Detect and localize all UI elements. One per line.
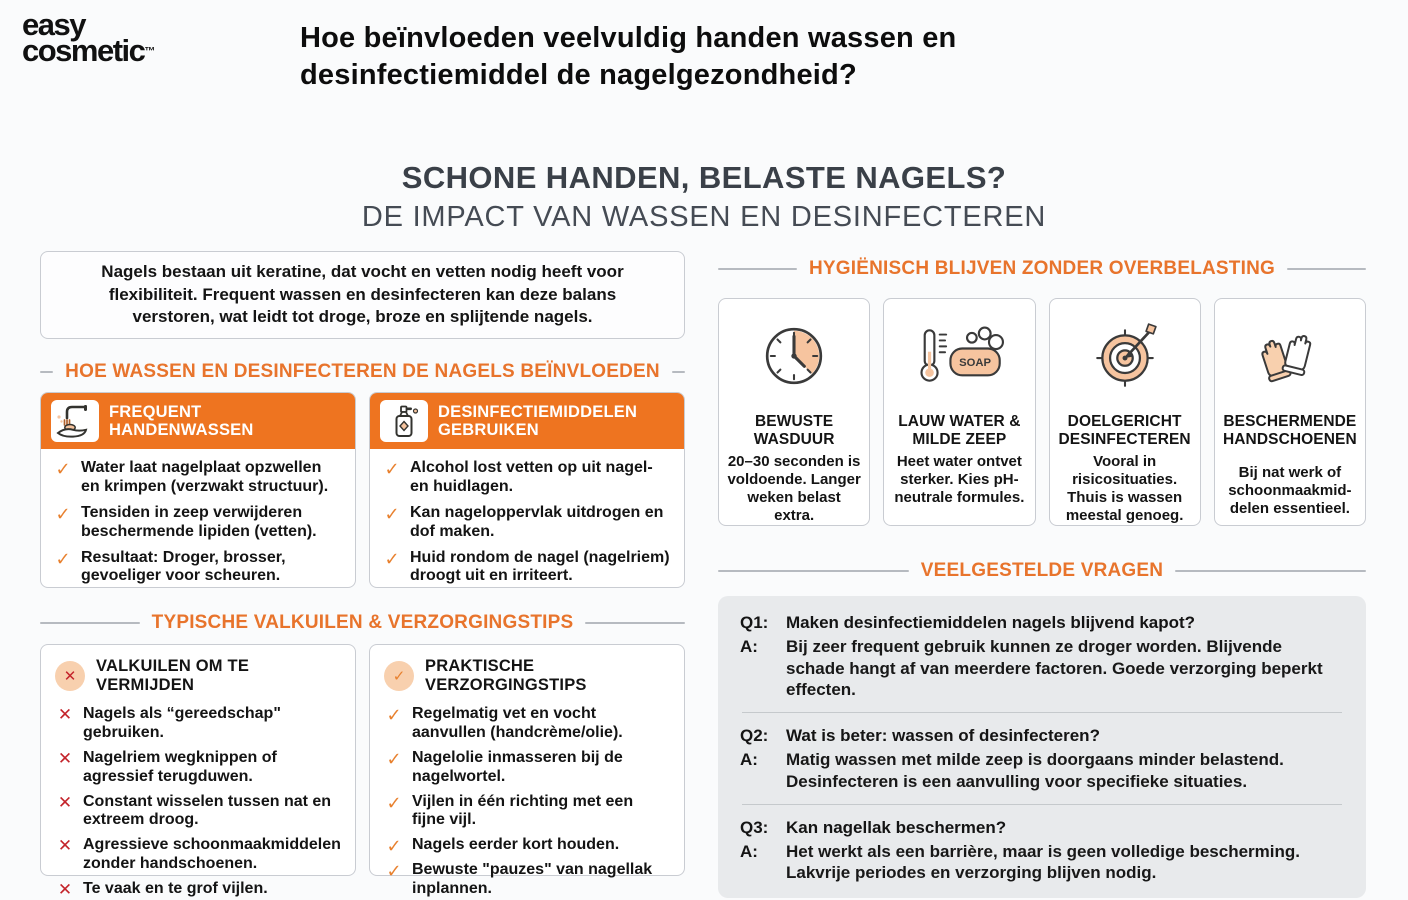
list-item (55, 836, 341, 874)
answer-label: A: (740, 842, 758, 861)
check-icon: ✓ (384, 548, 400, 569)
check-circle-icon: ✓ (384, 661, 414, 691)
heading-dash-right (585, 622, 685, 624)
target-icon (1057, 313, 1193, 399)
right-column (718, 252, 1366, 898)
list-item (55, 749, 341, 787)
question-label: Q3: (740, 817, 769, 837)
brand-logo-line2: cosmetic (22, 33, 145, 69)
list-item (53, 549, 343, 587)
list-item (53, 459, 343, 497)
list-item (53, 504, 343, 542)
card-disinfectants-body (370, 449, 684, 588)
card-lukewarm-soap (883, 298, 1035, 526)
list-item-text: Agressieve schoonmaakmiddelen zonder handschoenen. (83, 836, 341, 873)
section-heading-faq (718, 560, 1366, 582)
hygiene-cards-row (718, 298, 1366, 526)
list-item-text: Te vaak en te grof vijlen. (83, 880, 268, 897)
check-icon: ✓ (386, 705, 402, 725)
card-protective-gloves-body: Bij nat werk of schoonmaakmid-delen essentieel. (1228, 463, 1352, 518)
main-heading-line2: DE IMPACT VAN WASSEN EN DESINFECTEREN (361, 201, 1047, 233)
check-icon: ✓ (386, 792, 402, 813)
main-heading (0, 160, 1408, 234)
pitfalls-cards-row (40, 644, 685, 899)
card-care-tips-title: PRAKTISCHE VERZORGINGSTIPS (425, 657, 587, 694)
heading-dash-left (718, 268, 797, 270)
list-item-text: Huid rondom de nagel (nagelriem) droogt uit en irriteert. (410, 548, 670, 585)
faq-box (718, 596, 1366, 898)
card-frequent-washing-title: FREQUENT HANDENWASSEN (109, 402, 254, 439)
list-item (384, 861, 670, 899)
heading-dash-left (718, 570, 909, 572)
check-icon: ✓ (55, 548, 71, 569)
brand-logo (22, 7, 156, 69)
thermometer-soap-icon (891, 313, 1027, 399)
handwash-icon (51, 400, 99, 442)
list-item-text: Resultaat: Droger, brosser, gevoeliger voor scheuren. (81, 548, 286, 585)
check-icon: ✓ (386, 748, 402, 769)
answer-text: Het werkt als een barrière, maar is geen volledige bescherming. Lakvrije periodes en verzorging blijven nodig. (786, 842, 1300, 883)
clock-icon (726, 313, 862, 399)
page-title: Hoe beïnvloeden veelvuldig handen wassen en desinfectiemiddel de nagelgezondheid? (300, 22, 957, 92)
list-item-text: Nagels als “gereedschap" gebruiken. (83, 705, 281, 741)
cross-icon: ✕ (57, 836, 73, 856)
check-icon: ✓ (384, 503, 400, 524)
question-label: Q2: (740, 726, 769, 745)
check-icon: ✓ (386, 861, 402, 882)
list-item (382, 459, 672, 497)
card-pitfalls-avoid-title: VALKUILEN OM TE VERMIJDEN (96, 657, 250, 694)
card-lukewarm-soap-body: Heet water ontvet sterker. Kies pH-neutrale formules. (894, 452, 1025, 507)
effects-cards-row (40, 392, 685, 588)
check-icon: ✓ (55, 459, 71, 479)
card-care-tips-header (384, 657, 670, 695)
answer-text: Bij zeer frequent gebruik kunnen ze droger worden. Blijvende schade hangt af van meerdere factoren. Goede verzorging beperkt effecten. (786, 637, 1323, 699)
brand-logo-line1: easy (22, 7, 85, 42)
card-wash-duration-body: 20–30 seconden is voldoende. Langer weken belast extra. (727, 452, 861, 525)
card-disinfectants-header (370, 393, 684, 449)
card-targeted-disinfection-body: Vooral in risicosituaties. Thuis is wassen meestal genoeg. (1065, 452, 1184, 525)
answer-label: A: (740, 750, 758, 770)
card-wash-duration (718, 298, 870, 526)
list-item-text: Constant wisselen tussen nat en extreem droog. (83, 792, 332, 829)
list-item (384, 749, 670, 787)
list-item (55, 880, 341, 899)
question-label: Q1: (740, 613, 769, 632)
check-icon: ✓ (384, 459, 400, 479)
faq-item (740, 725, 1344, 792)
card-targeted-disinfection (1049, 298, 1201, 526)
section-heading-hygiene-label: HYGIËNISCH BLIJVEN ZONDER OVERBELASTING (809, 258, 1275, 279)
card-wash-duration-title: BEWUSTE WASDUUR (753, 413, 835, 449)
cross-icon: ✕ (57, 880, 73, 899)
disinfectant-bottle-icon (380, 400, 428, 442)
section-heading-pitfalls (40, 612, 685, 634)
faq-item (740, 612, 1344, 700)
intro-box: Nagels bestaan uit keratine, dat vocht en vetten nodig heeft voor flexibiliteit. Frequent wassen en desinfecteren kan deze balans verstoren, wat leidt tot droge, broze en splijtende nagels. (40, 251, 685, 339)
card-pitfalls-avoid (40, 644, 356, 899)
card-frequent-washing-body (41, 449, 355, 588)
card-protective-gloves (1214, 298, 1366, 526)
question-text: Wat is beter: wassen of desinfecteren? (786, 726, 1100, 745)
answer-label: A: (740, 637, 758, 657)
section-heading-effects (40, 361, 685, 383)
faq-divider (742, 804, 1342, 805)
list-item (55, 793, 341, 831)
trademark-symbol: ™ (144, 45, 156, 58)
section-heading-hygiene (718, 258, 1366, 280)
cross-icon: ✕ (57, 792, 73, 812)
section-heading-faq-label: VEELGESTELDE VRAGEN (920, 560, 1164, 581)
cross-icon: ✕ (57, 748, 73, 768)
card-lukewarm-soap-title: LAUW WATER & MILDE ZEEP (898, 413, 1021, 449)
faq-divider (742, 712, 1342, 713)
left-column (40, 251, 685, 899)
question-text: Kan nagellak beschermen? (786, 817, 1007, 837)
faq-item (740, 817, 1344, 884)
card-care-tips (369, 644, 685, 898)
list-item-text: Vijlen in één richting met een fijne vijl. (412, 792, 634, 829)
heading-dash-right (1175, 570, 1366, 572)
list-item-text: Alcohol lost vetten op uit nagel- en huidlagen. (410, 459, 653, 495)
list-item (384, 793, 670, 831)
soap-label: SOAP (959, 357, 992, 370)
list-item (384, 836, 670, 855)
heading-dash-right (672, 371, 685, 373)
list-item (384, 705, 670, 743)
list-item-text: Water laat nagelplaat opzwellen en krimpen (verzwakt structuur). (81, 459, 329, 495)
list-item-text: Regelmatig vet en vocht aanvullen (handcrème/olie). (412, 705, 623, 741)
list-item-text: Nagelolie inmasseren bij de nagelwortel. (412, 748, 623, 785)
card-protective-gloves-title: BESCHERMENDE HANDSCHOENEN (1222, 413, 1357, 449)
card-disinfectants-title: DESINFECTIEMIDDELEN GEBRUIKEN (438, 402, 638, 439)
section-heading-pitfalls-label: TYPISCHE VALKUILEN & VERZORGINGSTIPS (151, 612, 574, 633)
list-item (382, 549, 672, 587)
card-frequent-washing-header (41, 393, 355, 449)
gloves-icon (1222, 313, 1358, 399)
card-targeted-disinfection-title: DOELGERICHT DESINFECTEREN (1058, 413, 1191, 449)
list-item-text: Nagelriem wegknippen of agressief terugduwen. (83, 748, 277, 785)
card-pitfalls-avoid-header (55, 657, 341, 695)
list-item-text: Kan nageloppervlak uitdrogen en dof maken. (410, 503, 664, 540)
cross-circle-icon: ✕ (55, 661, 85, 691)
card-disinfectants (369, 392, 685, 588)
section-heading-effects-label: HOE WASSEN EN DESINFECTEREN DE NAGELS BEÏNVLOEDEN (65, 361, 660, 382)
heading-dash-left (40, 622, 140, 624)
answer-text: Matig wassen met milde zeep is doorgaans minder belastend. Desinfecteren is een aanvulling voor specifieke situaties. (786, 750, 1284, 791)
card-frequent-washing (40, 392, 356, 588)
list-item (382, 504, 672, 542)
list-item-text: Bewuste "pauzes" van nagellak inplannen. (412, 861, 653, 898)
list-item-text: Tensiden in zeep verwijderen beschermende lipiden (vetten). (81, 503, 317, 540)
list-item (55, 705, 341, 743)
main-heading-line1: SCHONE HANDEN, BELASTE NAGELS? (401, 160, 1007, 195)
heading-dash-right (1287, 268, 1366, 270)
heading-dash-left (40, 371, 53, 373)
cross-icon: ✕ (57, 705, 73, 724)
question-text: Maken desinfectiemiddelen nagels blijvend kapot? (786, 613, 1196, 632)
list-item-text: Nagels eerder kort houden. (412, 836, 620, 854)
check-icon: ✓ (386, 836, 402, 857)
check-icon: ✓ (55, 503, 71, 524)
